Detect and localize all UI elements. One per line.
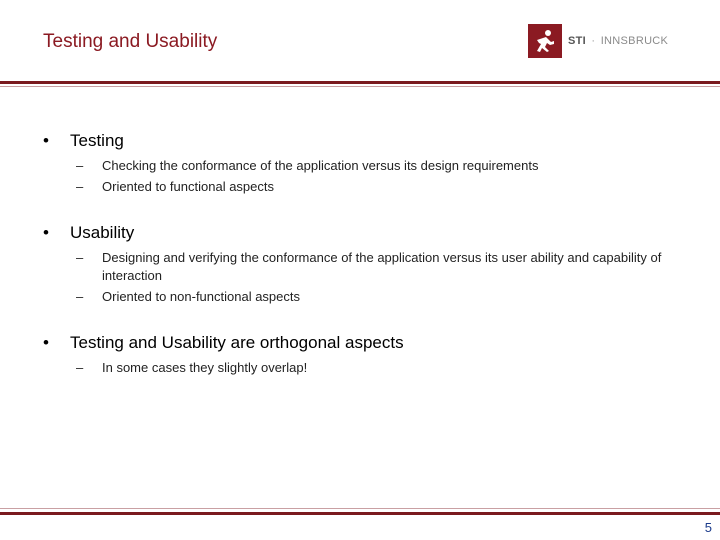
sub-item [76, 249, 676, 285]
bullet-text: Testing and Usability are orthogonal aspects [70, 333, 404, 352]
logo-text-innsbruck: INNSBRUCK [600, 35, 669, 47]
sub-item-text: In some cases they slightly overlap! [102, 360, 308, 375]
sub-item-marker: – [76, 179, 84, 194]
sti-innsbruck-logo [528, 24, 668, 58]
sub-item [76, 157, 676, 175]
logo-wordmark [568, 35, 668, 47]
sub-item-marker: – [76, 360, 84, 375]
bullet-text: Usability [70, 223, 135, 242]
sub-item [76, 288, 676, 306]
footer-rule [0, 512, 720, 515]
slide-title: Testing and Usability [43, 31, 218, 52]
sub-item-marker: – [76, 158, 84, 173]
bullet-item [43, 333, 404, 353]
sub-item-text: Oriented to functional aspects [102, 179, 274, 194]
header-rule-thin [0, 86, 720, 87]
logo-text-separator: · [591, 35, 596, 47]
bullet-text: Testing [70, 131, 124, 150]
bullet-item [43, 131, 124, 151]
sub-item [76, 178, 676, 196]
sub-item-text: Oriented to non-functional aspects [102, 289, 301, 304]
sub-item-text: Checking the conformance of the application versus its design requirements [102, 158, 539, 173]
logo-mark-icon [528, 24, 562, 58]
bullet-item [43, 223, 134, 243]
sub-item-marker: – [76, 250, 84, 265]
footer-rule-thin [0, 508, 720, 509]
bullet-marker: • [43, 223, 49, 242]
bullet-marker: • [43, 131, 49, 150]
sub-item-text: Designing and verifying the conformance of the application versus its user ability and capability of interaction [102, 250, 662, 283]
logo-text-sti: STI [568, 35, 587, 47]
page-number: 5 [704, 520, 712, 535]
sub-item [76, 359, 676, 377]
bullet-marker: • [43, 333, 49, 352]
header-rule [0, 81, 720, 84]
sub-item-marker: – [76, 289, 84, 304]
